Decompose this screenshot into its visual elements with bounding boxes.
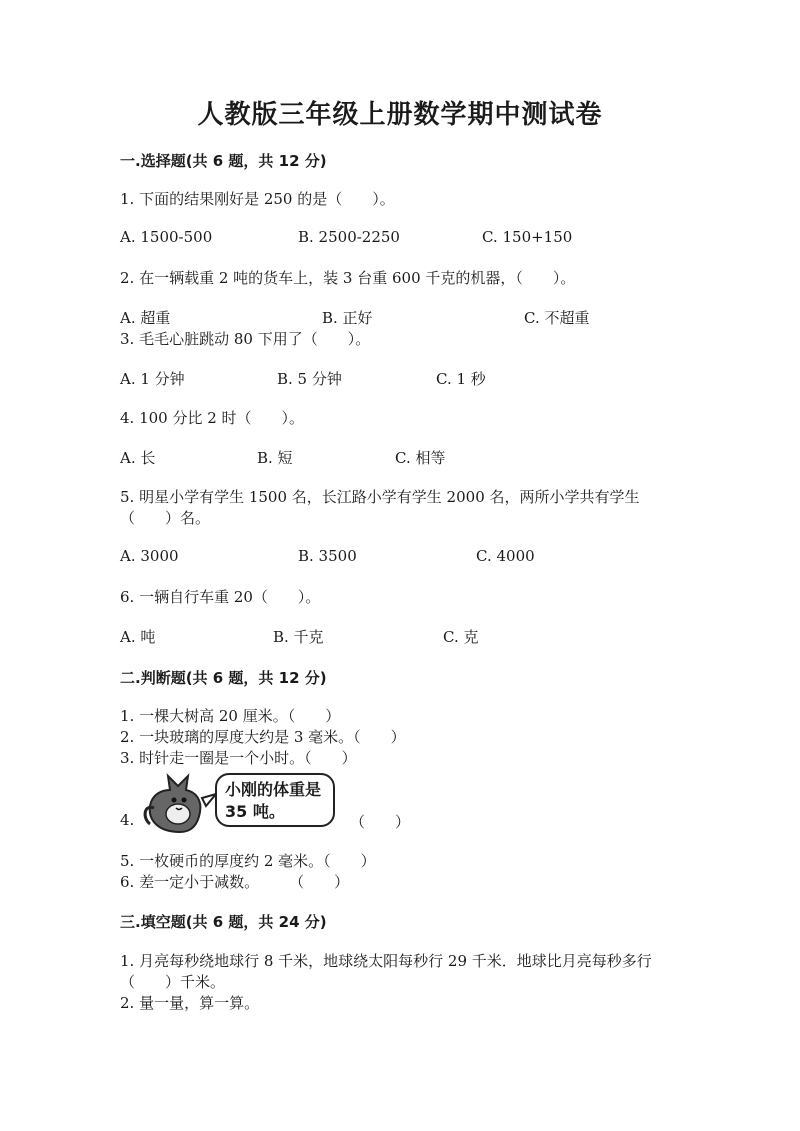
choice-6-option-a: A. 吨 [120, 628, 156, 646]
choice-5-option-b: B. 3500 [298, 547, 357, 565]
judge-4-paren: （ ） [350, 813, 411, 831]
speech-bubble [215, 773, 335, 827]
choice-2-option-c: C. 不超重 [524, 309, 590, 327]
fox-icon [140, 768, 220, 838]
choice-question-5: 5. 明星小学有学生 1500 名，长江路小学有学生 2000 名，两所小学共有学生 [120, 488, 640, 506]
judge-question-4: 4. [120, 811, 135, 829]
choice-4-option-b: B. 短 [257, 449, 293, 467]
page-title: 人教版三年级上册数学期中测试卷 [197, 100, 603, 130]
speech-bubble-line-1: 小刚的体重是 [225, 780, 322, 799]
choice-2-option-b: B. 正好 [322, 309, 373, 327]
choice-1-option-c: C. 150+150 [482, 228, 573, 246]
choice-6-option-c: C. 克 [443, 628, 479, 646]
choice-5-option-a: A. 3000 [120, 547, 179, 565]
choice-question-3: 3. 毛毛心脏跳动 80 下用了（ ）。 [120, 330, 371, 348]
judge-question-5: 5. 一枚硬币的厚度约 2 毫米。（ ） [120, 852, 376, 870]
choice-3-option-c: C. 1 秒 [436, 370, 486, 388]
fill-question-2: 2. 量一量，算一算。 [120, 994, 260, 1012]
fill-question-1: 1. 月亮每秒绕地球行 8 千米，地球绕太阳每秒行 29 千米．地球比月亮每秒多行 [120, 952, 652, 970]
judge-question-6: 6. 差一定小于减数。 （ ） [120, 873, 350, 891]
choice-6-option-b: B. 千克 [273, 628, 324, 646]
fill-question-1-cont: （ ）千米。 [120, 973, 226, 991]
choice-question-2: 2. 在一辆载重 2 吨的货车上，装 3 台重 600 千克的机器，（ ）。 [120, 269, 576, 287]
choice-question-5-cont: （ ）名。 [120, 509, 211, 527]
choice-3-option-a: A. 1 分钟 [120, 370, 185, 388]
choice-3-option-b: B. 5 分钟 [277, 370, 342, 388]
choice-question-6: 6. 一辆自行车重 20（ ）。 [120, 588, 321, 606]
section-heading-choice: 一.选择题(共 6 题，共 12 分) [120, 152, 327, 170]
choice-4-option-c: C. 相等 [395, 449, 446, 467]
judge-question-2: 2. 一块玻璃的厚度大约是 3 毫米。（ ） [120, 728, 406, 746]
choice-question-1: 1. 下面的结果刚好是 250 的是（ ）。 [120, 190, 395, 208]
choice-2-option-a: A. 超重 [120, 309, 171, 327]
choice-1-option-a: A. 1500-500 [120, 228, 213, 246]
choice-1-option-b: B. 2500-2250 [298, 228, 400, 246]
judge-question-1: 1. 一棵大树高 20 厘米。（ ） [120, 707, 341, 725]
judge-question-3: 3. 时针走一圈是一个小时。（ ） [120, 749, 357, 767]
judge-4-illustration [140, 768, 340, 838]
choice-question-4: 4. 100 分比 2 时（ ）。 [120, 409, 305, 427]
choice-5-option-c: C. 4000 [476, 547, 535, 565]
section-heading-judge: 二.判断题(共 6 题，共 12 分) [120, 669, 327, 687]
section-heading-fill: 三.填空题(共 6 题，共 24 分) [120, 913, 327, 931]
speech-bubble-line-2: 35 吨。 [225, 802, 285, 821]
choice-4-option-a: A. 长 [120, 449, 156, 467]
